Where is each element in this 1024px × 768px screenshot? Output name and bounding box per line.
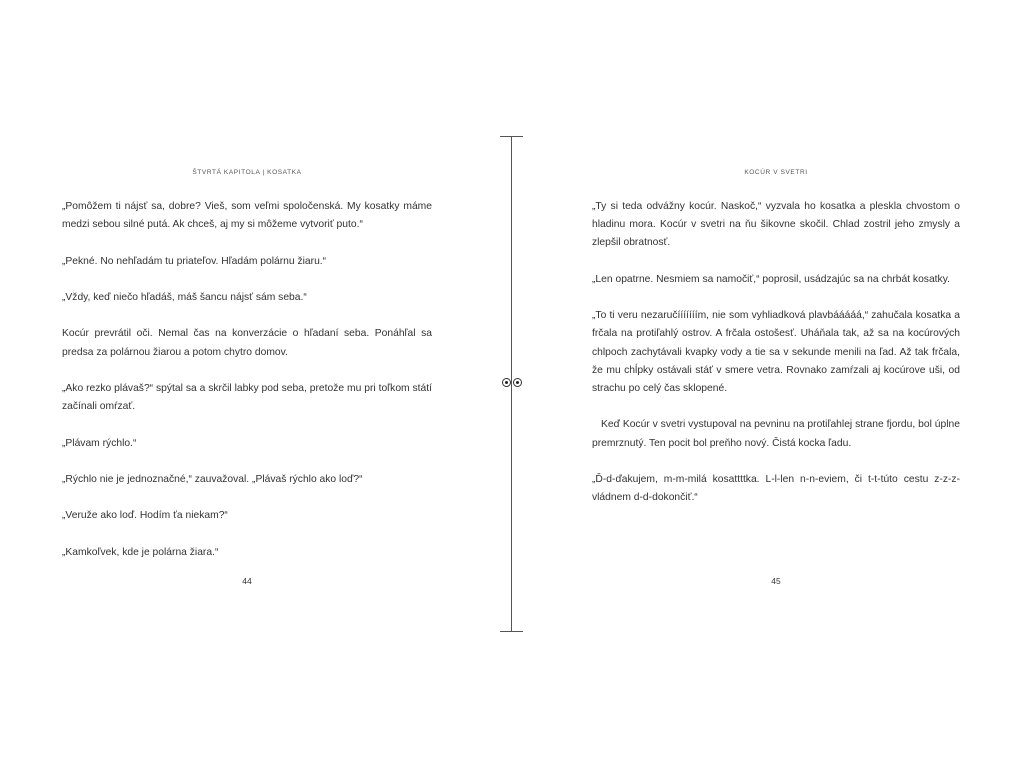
spine-ring-left-icon	[502, 378, 511, 387]
paragraph: „Veruže ako loď. Hodím ťa niekam?“	[62, 510, 228, 522]
paragraph: Keď Kocúr v svetri vystupoval na pevninu na protiľahlej strane fjordu, bol úplne premrznutý. Ten pocit bol preňho nový. Čistá kocka ľadu.	[592, 419, 960, 449]
paragraph: „Vždy, keď niečo hľadáš, máš šancu nájsť sám seba.“	[62, 291, 307, 303]
paragraph: „Plávam rýchlo.“	[62, 437, 137, 449]
paragraph: „Ako rezko plávaš?“ spýtal sa a skrčil labky pod seba, pretože mu pri toľkom státí začínali omŕzať.	[62, 382, 432, 413]
book-spine-divider	[511, 136, 512, 632]
spine-ring-right-icon	[513, 378, 522, 387]
running-head-left: ŠTVRTÁ KAPITOLA | KOSATKA	[192, 169, 302, 176]
paragraph: „Ď-d-ďakujem, m-m-milá kosattttka. L-l-len n-n-eviem, či t-t-túto cestu z-z-z-vládnem d-d-dokončiť.“	[592, 473, 960, 504]
running-head-right: KOCÚR V SVETRI	[744, 169, 808, 176]
paragraph: „Rýchlo nie je jednoznačné,“ zauvažoval. „Plávaš rýchlo ako loď?“	[62, 473, 363, 485]
paragraph: „Pomôžem ti nájsť sa, dobre? Vieš, som veľmi spoločenská. My kosatky máme medzi sebou silné putá. Ak chceš, aj my si môžeme vytvoriť puto.“	[62, 201, 432, 231]
text-block-right	[592, 198, 960, 526]
page-number-left: 44	[242, 576, 252, 586]
paragraph: „Ty si teda odvážny kocúr. Naskoč,“ vyzvala ho kosatka a pleskla chvostom o hladinu mora. Kocúr v svetri na ňu šikovne skočil. Chlad zostril jeho zmysly a zlepšil obratnosť.	[592, 201, 960, 249]
page-number-right: 45	[771, 576, 781, 586]
paragraph: „Kamkoľvek, kde je polárna žiara.“	[62, 546, 219, 558]
spine-bottom-cap	[500, 631, 523, 632]
paragraph: Kocúr prevrátil oči. Nemal čas na konverzácie o hľadaní seba. Ponáhľal sa predsa za polárnou žiarou a potom chytro domov.	[62, 328, 432, 358]
paragraph: „Len opatrne. Nesmiem sa namočiť,“ poprosil, usádzajúc sa na chrbát kosatky.	[592, 273, 950, 285]
text-block-left	[62, 198, 432, 580]
paragraph: „Pekné. No nehľadám tu priateľov. Hľadám polárnu žiaru.“	[62, 255, 327, 267]
paragraph: „To ti veru nezaručííííííím, nie som vyhliadková plavbááááá,“ zahučala kosatka a frčala na protiľahlý ostrov. A frčala ostošesť. Uháňala tak, až sa na kocúrových chlpoch zachytávali kvapky vody a tie sa v sekunde menili na ľad. Až tak frčala, že mu chĺpky ostávali stáť v smere vetra. Rovnako zamŕzali aj kocúrove uši, od strachu po celý čas sklopené.	[592, 310, 960, 394]
